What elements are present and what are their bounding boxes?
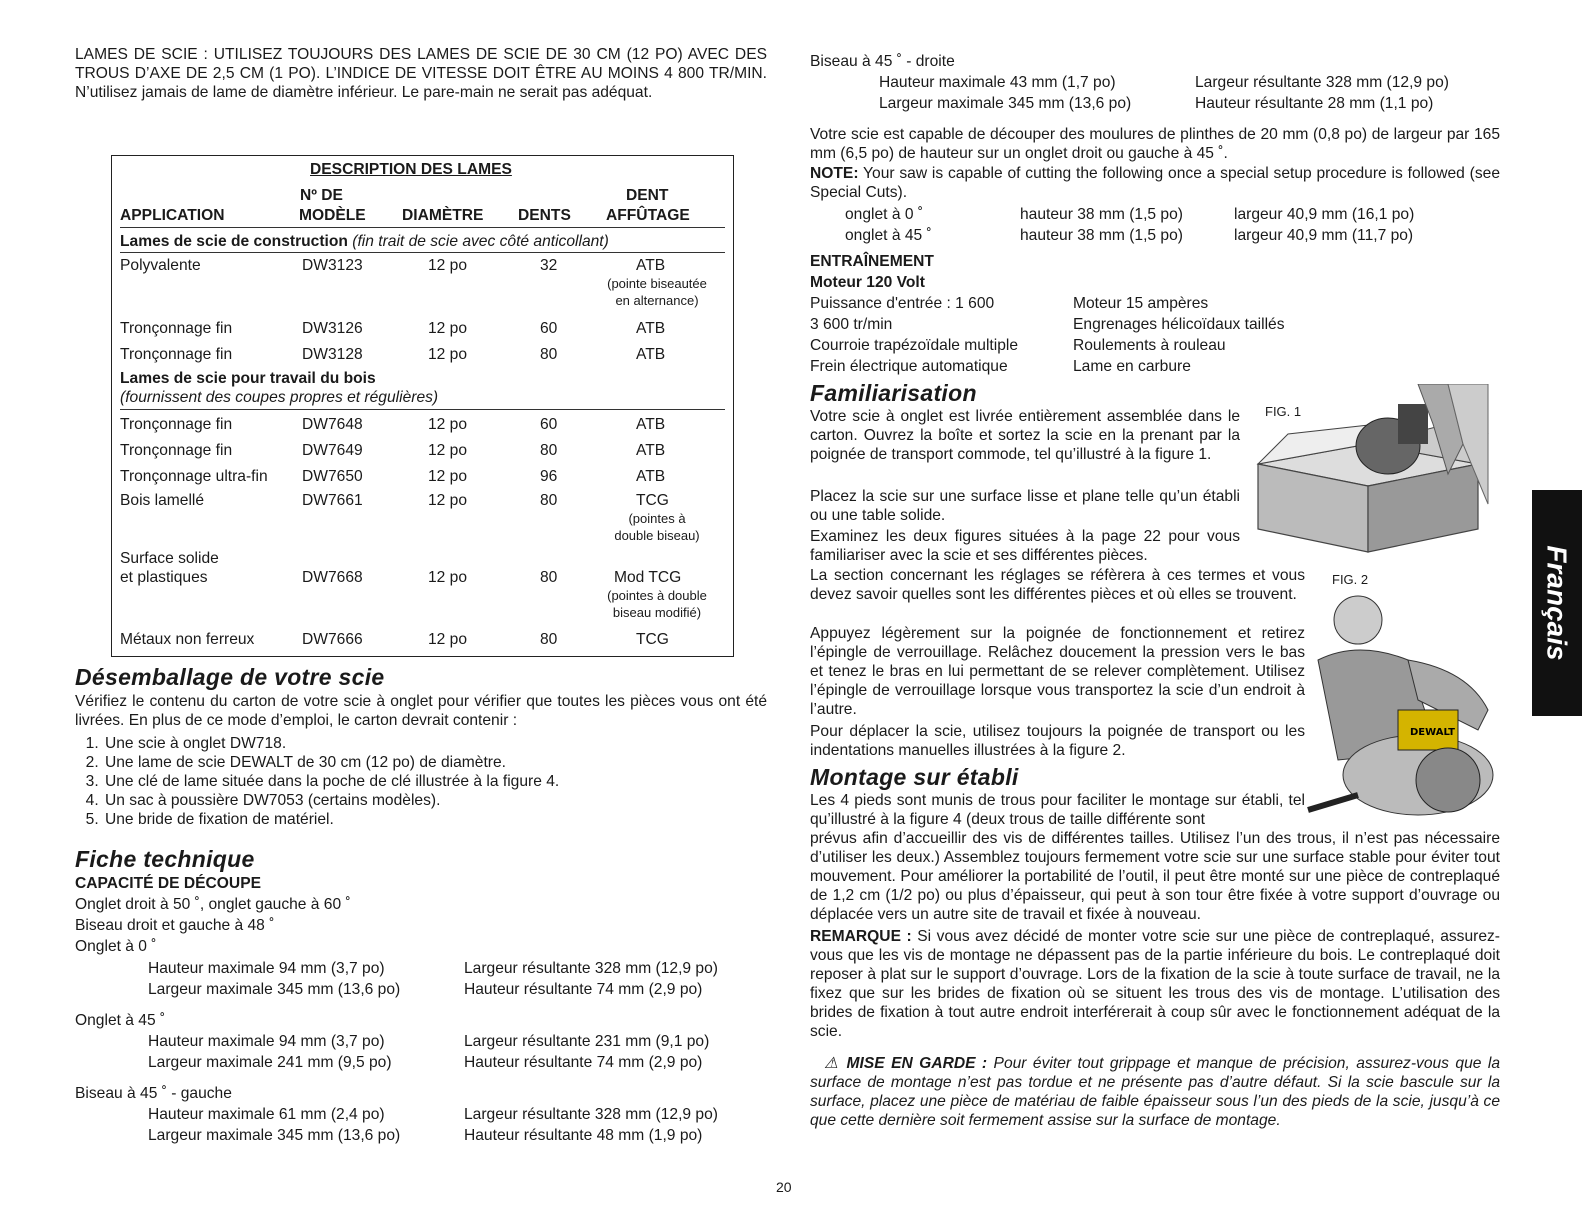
cell-model: DW7666 bbox=[302, 631, 363, 648]
group-heading-woodworking-note: (fournissent des coupes propres et régulières) bbox=[120, 389, 439, 406]
cell-model: DW3123 bbox=[302, 257, 363, 274]
language-tab bbox=[1532, 490, 1582, 716]
familiarisation-text: Pour déplacer la scie, utilisez toujours la poignée de transport ou les indentations manuelles illustrées à la figure 2. bbox=[810, 723, 1305, 759]
figure-2-carrying-saw bbox=[1298, 560, 1498, 830]
cell-grind: ATB bbox=[636, 468, 666, 485]
cell-diameter: 12 po bbox=[428, 320, 468, 337]
list-item: 5. Une bride de fixation de matériel. bbox=[103, 810, 783, 829]
cell-teeth: 60 bbox=[540, 320, 558, 337]
section-heading-bench-mount: Montage sur établi bbox=[810, 764, 1019, 790]
cell-note: (pointes à bbox=[628, 511, 686, 526]
cell-diameter: 12 po bbox=[428, 257, 468, 274]
familiarisation-text: Examinez les deux figures situées à la page 22 pour vous familiariser avec la scie et ses différentes pièces. bbox=[810, 528, 1240, 564]
list-item: 3. Une clé de lame située dans la poche de clé illustrée à la figure 4. bbox=[103, 772, 783, 791]
cell-application: Tronçonnage fin bbox=[120, 442, 233, 459]
capacity-value: Hauteur maximale 94 mm (3,7 po) bbox=[148, 1033, 385, 1050]
cell-model: DW7650 bbox=[302, 468, 363, 485]
cell-grind: ATB bbox=[636, 346, 666, 363]
cell-application: Métaux non ferreux bbox=[120, 631, 255, 648]
cell-model: DW3126 bbox=[302, 320, 363, 337]
capacity-line: Biseau droit et gauche à 48 ˚ bbox=[75, 917, 275, 934]
cell-teeth: 60 bbox=[540, 416, 558, 433]
figure-1-label: FIG. 1 bbox=[1265, 404, 1302, 419]
familiarisation-text: La section concernant les réglages se réfèrera à ces termes et vous devez savoir quelles sont les différentes pièces et où elles se trouvent. bbox=[810, 567, 1305, 603]
capacity-value: Largeur résultante 231 mm (9,1 po) bbox=[464, 1033, 710, 1050]
warning-text: ⚠ MISE EN GARDE : Pour éviter tout grippage et manque de précision, assurez-vous que la surface de montage n’est pas tordue et ne présente pas d’autre défaut. Si la scie bascule sur la surface, placez une pièce de matériau de faible épaisseur sous l’un des pieds de la scie, jusqu’à ce que cette dernière soit fermement assise sur la surface de montage. bbox=[810, 1055, 1500, 1129]
motor-spec: Roulements à rouleau bbox=[1073, 337, 1226, 354]
motor-heading: Moteur 120 Volt bbox=[810, 274, 925, 291]
cell-grind: Mod TCG bbox=[614, 569, 682, 586]
cell-application: Tronçonnage fin bbox=[120, 416, 233, 433]
table-divider bbox=[120, 227, 725, 228]
note-value: hauteur 38 mm (1,5 po) bbox=[1020, 206, 1183, 223]
cell-model: DW7661 bbox=[302, 492, 363, 509]
capacity-value: Hauteur résultante 48 mm (1,9 po) bbox=[464, 1127, 703, 1144]
molding-text: Votre scie est capable de découper des moulures de plinthes de 20 mm (0,8 po) de largeur par 165 mm (6,5 po) de hauteur sur un onglet droit ou gauche à 45 ˚. bbox=[810, 126, 1500, 162]
list-item: 2. Une lame de scie DEWALT de 30 cm (12 po) de diamètre. bbox=[103, 753, 783, 772]
cell-grind: TCG bbox=[636, 492, 669, 509]
cell-model: DW7649 bbox=[302, 442, 363, 459]
note-value: largeur 40,9 mm (16,1 po) bbox=[1234, 206, 1415, 223]
capacity-group-label: Onglet à 0 ˚ bbox=[75, 938, 157, 955]
cell-application: et plastiques bbox=[120, 569, 208, 586]
cell-grind: ATB bbox=[636, 442, 666, 459]
group-heading-construction: Lames de scie de construction (fin trait de scie avec côté anticollant) bbox=[120, 233, 609, 250]
table-divider bbox=[120, 409, 725, 410]
cell-diameter: 12 po bbox=[428, 468, 468, 485]
cell-teeth: 96 bbox=[540, 468, 558, 485]
capacity-value: Hauteur maximale 43 mm (1,7 po) bbox=[879, 74, 1116, 91]
capacity-group-label: Biseau à 45 ˚ - gauche bbox=[75, 1085, 232, 1102]
special-cuts-note: NOTE: Your saw is capable of cutting the following once a special setup procedure is followed (see Special Cuts). bbox=[810, 165, 1500, 201]
figure-1-saw-in-box bbox=[1248, 384, 1490, 554]
header-teeth: DENTS bbox=[518, 207, 571, 224]
motor-spec: 3 600 tr/min bbox=[810, 316, 893, 333]
cell-application: Tronçonnage fin bbox=[120, 346, 233, 363]
language-tab-label: Français bbox=[1541, 545, 1573, 661]
motor-spec: Frein électrique automatique bbox=[810, 358, 1008, 375]
motor-spec: Lame en carbure bbox=[1073, 358, 1191, 375]
capacity-value: Largeur résultante 328 mm (12,9 po) bbox=[464, 960, 718, 977]
group-heading-woodworking: Lames de scie pour travail du bois bbox=[120, 370, 376, 387]
motor-spec: Moteur 15 ampères bbox=[1073, 295, 1209, 312]
unpacking-text: Vérifiez le contenu du carton de votre scie à onglet pour vérifier que toutes les pièces vous ont été livrées. En plus de ce mode d’emploi, le carton devrait contenir : bbox=[75, 693, 767, 729]
capacity-value: Largeur résultante 328 mm (12,9 po) bbox=[464, 1106, 718, 1123]
cell-diameter: 12 po bbox=[428, 416, 468, 433]
header-model-1: Nº DE bbox=[300, 187, 343, 204]
cell-teeth: 80 bbox=[540, 346, 558, 363]
blade-description-table bbox=[111, 155, 734, 657]
cell-diameter: 12 po bbox=[428, 569, 468, 586]
cell-teeth: 80 bbox=[540, 442, 558, 459]
familiarisation-text: Appuyez légèrement sur la poignée de fonctionnement et retirez l’épingle de verrouillage. Relâchez doucement la pression vers le bas et tenez le bras en lui permettant de se relever complètement. Utilisez l’épingle de verrouillage lorsque vous transportez la scie d’un endroit à l’autre. bbox=[810, 625, 1305, 718]
header-application: APPLICATION bbox=[120, 207, 225, 224]
header-grind-2: AFFÛTAGE bbox=[606, 207, 690, 224]
cell-note: en alternance) bbox=[615, 293, 699, 308]
cell-application: Surface solide bbox=[120, 550, 219, 567]
capacity-value: Largeur maximale 345 mm (13,6 po) bbox=[148, 1127, 401, 1144]
motor-spec: Courroie trapézoïdale multiple bbox=[810, 337, 1019, 354]
cell-note: double biseau) bbox=[614, 528, 700, 543]
capacity-group-label: Biseau à 45 ˚ - droite bbox=[810, 53, 955, 70]
section-heading-unpacking: Désemballage de votre scie bbox=[75, 664, 385, 690]
cell-model: DW7668 bbox=[302, 569, 363, 586]
cell-note: (pointes à double bbox=[607, 588, 707, 603]
table-title: DESCRIPTION DES LAMES bbox=[310, 161, 512, 178]
cell-model: DW7648 bbox=[302, 416, 363, 433]
capacity-value: Hauteur maximale 61 mm (2,4 po) bbox=[148, 1106, 385, 1123]
remark-text: REMARQUE : Si vous avez décidé de monter votre scie sur une pièce de contreplaqué, assurez-vous que les vis de montage ne dépassent pas de la partie inférieure du bois. Le contreplaqué doit reposer à plat sur le support d’ouvrage. Lors de la fixation de la scie à toute surface de travail, ne la fixez que sur les brides de fixation où se situent les trous des vis de montage. L’utilisation des brides de fixation à tout autre endroit interférerait à coup sûr avec le fonctionnement adéquat de la scie. bbox=[810, 928, 1500, 1040]
table-divider bbox=[120, 252, 725, 253]
cell-diameter: 12 po bbox=[428, 346, 468, 363]
cell-note: biseau modifié) bbox=[612, 605, 702, 620]
note-value: hauteur 38 mm (1,5 po) bbox=[1020, 227, 1183, 244]
cell-grind: TCG bbox=[636, 631, 669, 648]
capacity-value: Largeur résultante 328 mm (12,9 po) bbox=[1195, 74, 1449, 91]
capacity-value: Largeur maximale 345 mm (13,6 po) bbox=[148, 981, 401, 998]
figure-2-label: FIG. 2 bbox=[1332, 572, 1369, 587]
dewalt-logo: DEWALT bbox=[1410, 727, 1455, 738]
section-heading-specs: Fiche technique bbox=[75, 846, 255, 872]
capacity-line: Onglet droit à 50 ˚, onglet gauche à 60 ˚ bbox=[75, 896, 351, 913]
motor-spec: Engrenages hélicoïdaux taillés bbox=[1073, 316, 1285, 333]
cell-grind: ATB bbox=[636, 416, 666, 433]
cell-teeth: 32 bbox=[540, 257, 558, 274]
cell-diameter: 12 po bbox=[428, 492, 468, 509]
cell-application: Tronçonnage fin bbox=[120, 320, 233, 337]
bench-mount-text: prévus afin d’accueillir des vis de différentes tailles. Utilisez l’un des trous, il n’est pas nécessaire d’utiliser les deux.) Assemblez toujours fermement votre scie sur une surface stable pour éviter tout mouvement. Pour améliorer la portabilité de l’outil, il peut être monté sur une pièce de contreplaqué de 1,2 cm (1/2 po) ou plus d’épaisseur, qui peut à son tour être fixée à votre support d’ouvrage ou déplacée vers un autre site de travail et fixée à nouveau. bbox=[810, 830, 1500, 923]
unpacking-list bbox=[75, 734, 783, 829]
capacity-value: Largeur maximale 345 mm (13,6 po) bbox=[879, 95, 1132, 112]
blade-warning-text: LAMES DE SCIE : UTILISEZ TOUJOURS DES LAMES DE SCIE DE 30 CM (12 PO) AVEC DES TROUS D’AXE DE 2,5 CM (1 PO). L’INDICE DE VITESSE DOIT ÊTRE AU MOINS 4 800 TR/MIN. N’utilisez jamais de lame de diamètre inférieur. Le pare-main ne serait pas adéquat. bbox=[75, 46, 767, 101]
cell-diameter: 12 po bbox=[428, 631, 468, 648]
note-value: onglet à 45 ˚ bbox=[845, 227, 932, 244]
section-heading-familiarisation: Familiarisation bbox=[810, 380, 977, 406]
cell-teeth: 80 bbox=[540, 569, 558, 586]
capacity-value: Hauteur résultante 28 mm (1,1 po) bbox=[1195, 95, 1434, 112]
familiarisation-text: Votre scie à onglet est livrée entièrement assemblée dans le carton. Ouvrez la boîte et sortez la scie en la prenant par la poignée de transport commode, tel qu’illustré à la figure 1. bbox=[810, 408, 1240, 463]
cell-application: Bois lamellé bbox=[120, 492, 205, 509]
capacity-value: Hauteur résultante 74 mm (2,9 po) bbox=[464, 981, 703, 998]
note-value: onglet à 0 ˚ bbox=[845, 206, 924, 223]
capacity-group-label: Onglet à 45 ˚ bbox=[75, 1012, 166, 1029]
warning-icon: ⚠ bbox=[824, 1055, 841, 1072]
drive-heading: ENTRAÎNEMENT bbox=[810, 253, 934, 270]
cell-teeth: 80 bbox=[540, 492, 558, 509]
capacity-value: Largeur maximale 241 mm (9,5 po) bbox=[148, 1054, 392, 1071]
capacity-value: Hauteur résultante 74 mm (2,9 po) bbox=[464, 1054, 703, 1071]
list-item: 1. Une scie à onglet DW718. bbox=[103, 734, 783, 753]
familiarisation-text: Placez la scie sur une surface lisse et plane telle qu’un établi ou une table solide. bbox=[810, 488, 1240, 524]
cell-note: (pointe biseautée bbox=[607, 276, 707, 291]
header-diameter: DIAMÈTRE bbox=[402, 207, 484, 224]
cell-application: Polyvalente bbox=[120, 257, 201, 274]
cell-teeth: 80 bbox=[540, 631, 558, 648]
header-model-2: MODÈLE bbox=[299, 207, 366, 224]
cell-grind: ATB bbox=[636, 320, 666, 337]
cell-application: Tronçonnage ultra-fin bbox=[120, 468, 268, 485]
page-number: 20 bbox=[776, 1179, 792, 1195]
header-grind-1: DENT bbox=[626, 187, 669, 204]
cell-diameter: 12 po bbox=[428, 442, 468, 459]
bench-mount-text: Les 4 pieds sont munis de trous pour faciliter le montage sur établi, tel qu’illustré à la figure 4 (deux trous de taille différente sont bbox=[810, 792, 1305, 828]
motor-spec: Puissance d'entrée : 1 600 bbox=[810, 295, 995, 312]
capacity-heading: CAPACITÉ DE DÉCOUPE bbox=[75, 875, 261, 892]
note-value: largeur 40,9 mm (11,7 po) bbox=[1234, 227, 1414, 244]
list-item: 4. Un sac à poussière DW7053 (certains modèles). bbox=[103, 791, 783, 810]
cell-model: DW3128 bbox=[302, 346, 363, 363]
capacity-value: Hauteur maximale 94 mm (3,7 po) bbox=[148, 960, 385, 977]
cell-grind: ATB bbox=[636, 257, 666, 274]
